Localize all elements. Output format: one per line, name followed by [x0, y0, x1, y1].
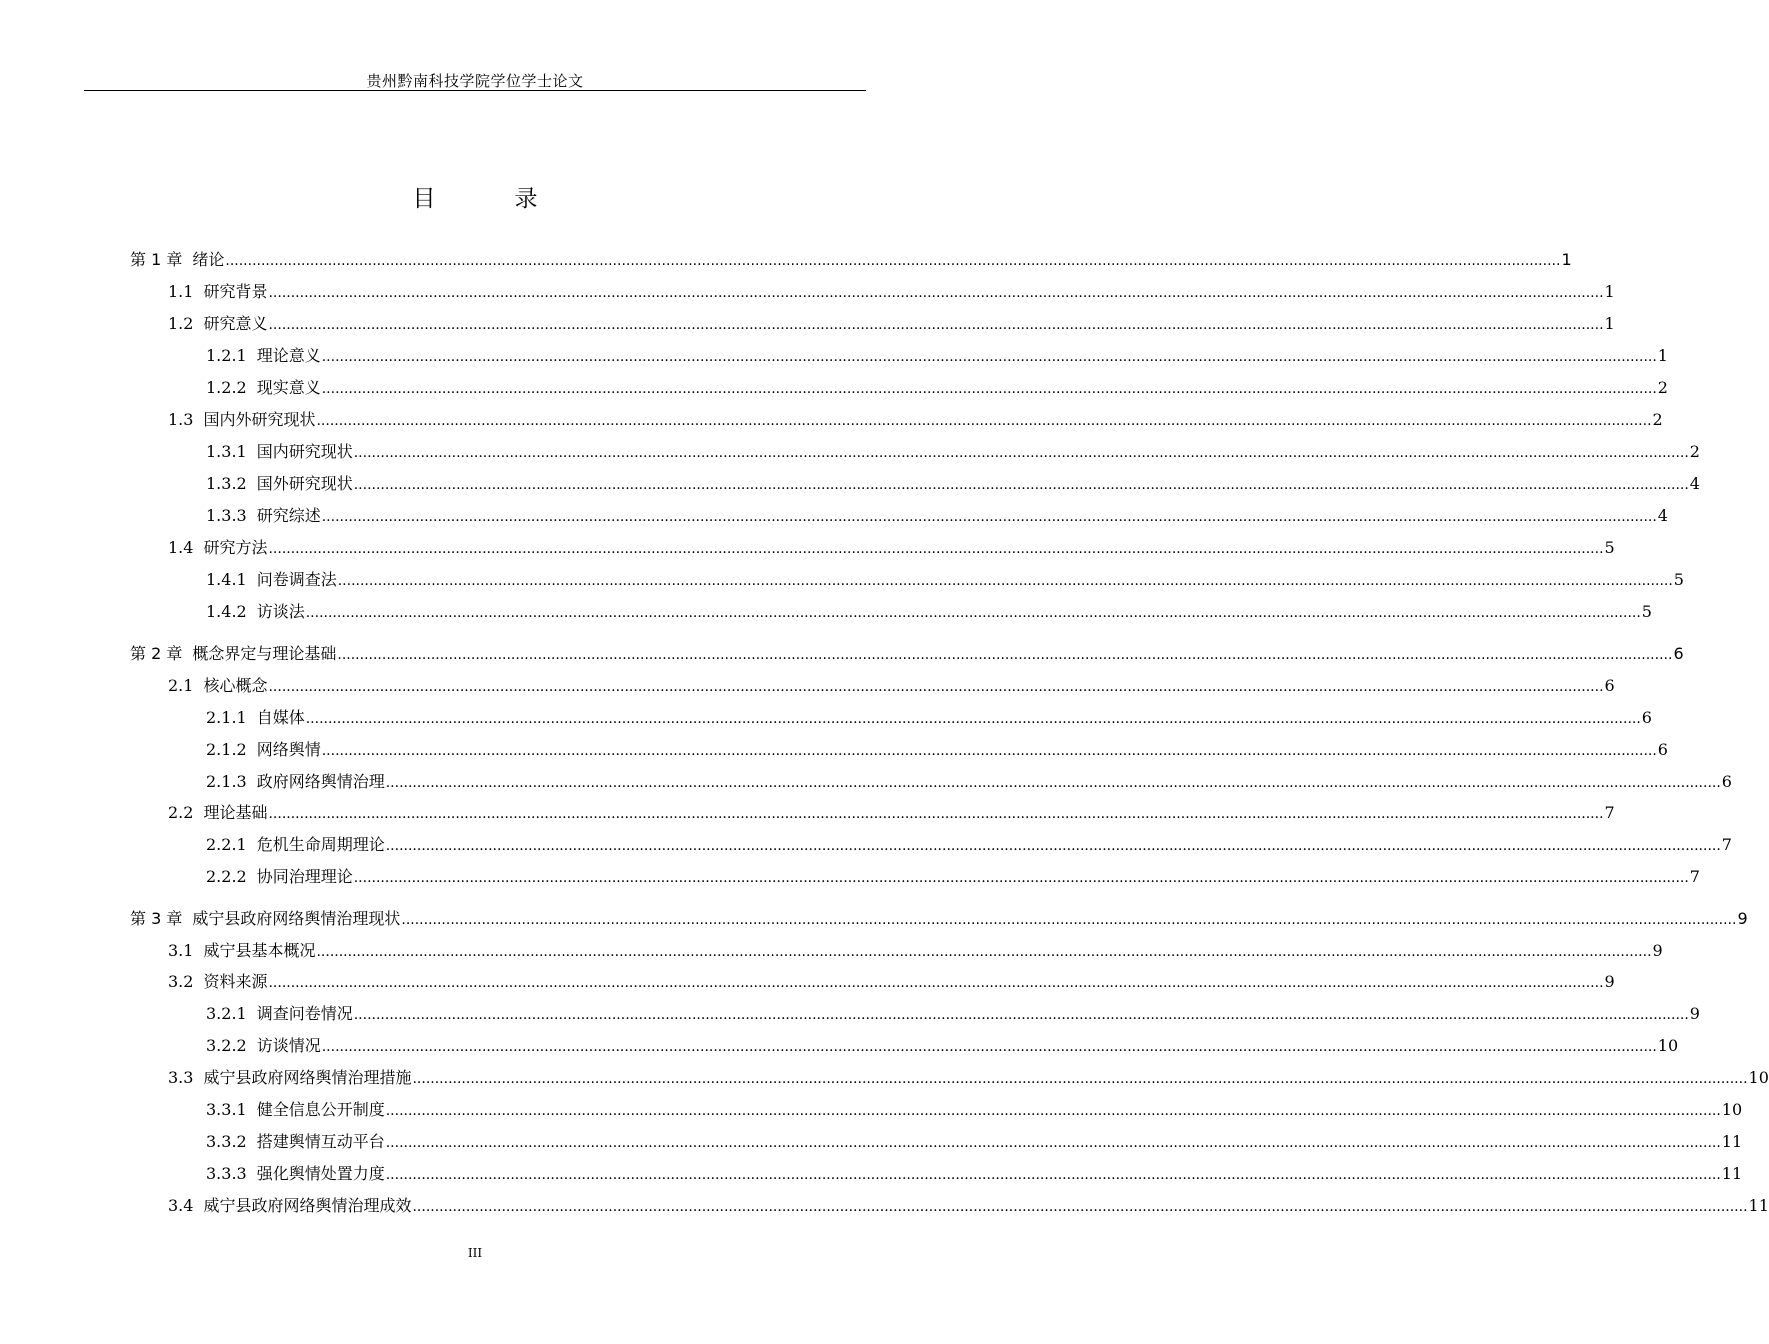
toc-page-number: 11 [1721, 1164, 1743, 1183]
page-number: III [467, 1246, 483, 1260]
toc-entry-1-4[interactable] [168, 534, 1615, 558]
toc-entry-2-2-1[interactable] [206, 831, 1732, 855]
toc-entry-1-2-1[interactable] [206, 342, 1668, 366]
toc-title: 国外研究现状 [256, 474, 353, 493]
toc-leader-dots: ............................................................................................................................................................................................................................................................................................................ [385, 1167, 1721, 1183]
toc-page-number: 4 [1657, 506, 1668, 525]
toc-leader-dots: ............................................................................................................................................................................................................................................................................................................ [353, 445, 1689, 461]
toc-leader-dots: ............................................................................................................................................................................................................................................................................................................ [305, 605, 1641, 621]
toc-entry-2-1-2[interactable] [206, 736, 1668, 760]
toc-page-number: 9 [1652, 941, 1663, 960]
toc-entry-1-2-2[interactable] [206, 374, 1668, 398]
toc-title: 威宁县政府网络舆情治理现状 [192, 909, 401, 928]
toc-leader-dots: ............................................................................................................................................................................................................................................................................................................ [412, 1199, 1748, 1215]
toc-entry-3-3[interactable] [168, 1064, 1769, 1088]
toc-page-number: 5 [1604, 538, 1615, 557]
toc-page-number: 7 [1721, 835, 1732, 854]
toc-entry-1-3-2[interactable] [206, 470, 1700, 494]
toc-leader-dots: ............................................................................................................................................................................................................................................................................................................ [321, 743, 1657, 759]
toc-leader-dots: ............................................................................................................................................................................................................................................................................................................ [268, 285, 1604, 301]
toc-number: 2.1.3 [206, 772, 247, 791]
toc-entry-3-3-2[interactable] [206, 1128, 1743, 1152]
toc-title: 访谈法 [256, 602, 305, 621]
toc-title: 现实意义 [256, 378, 321, 397]
toc-page-number: 2 [1652, 410, 1663, 429]
toc-page-number: 5 [1673, 570, 1684, 589]
toc-number: 第 2 章 [130, 644, 183, 663]
toc-number: 3.3.3 [206, 1164, 247, 1183]
toc-entry-1-4-2[interactable] [206, 598, 1652, 622]
toc-title: 国内研究现状 [256, 442, 353, 461]
toc-leader-dots: ............................................................................................................................................................................................................................................................................................................ [268, 806, 1604, 822]
toc-page-number: 7 [1604, 803, 1615, 822]
toc-leader-dots: ............................................................................................................................................................................................................................................................................................................ [316, 413, 1652, 429]
toc-entry-3-1[interactable] [168, 937, 1663, 961]
toc-page-number: 6 [1657, 740, 1668, 759]
toc-page-number: 10 [1657, 1036, 1679, 1055]
toc-number: 3.3.1 [206, 1100, 247, 1119]
toc-title: 研究综述 [256, 506, 321, 525]
toc-leader-dots: ............................................................................................................................................................................................................................................................................................................ [268, 541, 1604, 557]
toc-number: 2.1 [168, 676, 194, 695]
page-title: 目 录 [412, 186, 566, 212]
toc-leader-dots: ............................................................................................................................................................................................................................................................................................................ [268, 975, 1604, 991]
toc-number: 1.2 [168, 314, 194, 333]
toc-entry-1-4-1[interactable] [206, 566, 1684, 590]
toc-entry-1-3-3[interactable] [206, 502, 1668, 526]
toc-number: 2.1.2 [206, 740, 247, 759]
toc-leader-dots: ............................................................................................................................................................................................................................................................................................................ [353, 477, 1689, 493]
toc-number: 1.3 [168, 410, 194, 429]
toc-entry-3-3-1[interactable] [206, 1096, 1743, 1120]
toc-number: 1.1 [168, 282, 194, 301]
toc-leader-dots: ............................................................................................................................................................................................................................................................................................................ [385, 1135, 1721, 1151]
toc-leader-dots: ............................................................................................................................................................................................................................................................................................................ [337, 573, 1673, 589]
toc-entry-chapter-1[interactable] [130, 246, 1572, 270]
toc-page-number: 7 [1689, 867, 1700, 886]
toc-title: 研究方法 [203, 538, 268, 557]
toc-title: 研究背景 [203, 282, 268, 301]
toc-title: 绪论 [192, 250, 225, 269]
toc-number: 1.4.1 [206, 570, 247, 589]
toc-title: 协同治理理论 [256, 867, 353, 886]
toc-title: 研究意义 [203, 314, 268, 333]
toc-leader-dots: ............................................................................................................................................................................................................................................................................................................ [321, 1039, 1657, 1055]
toc-title: 威宁县政府网络舆情治理措施 [203, 1068, 412, 1087]
toc-number: 第 1 章 [130, 250, 183, 269]
toc-number: 1.3.1 [206, 442, 247, 461]
toc-page-number: 1 [1561, 250, 1572, 269]
toc-entry-2-1[interactable] [168, 672, 1615, 696]
toc-number: 2.1.1 [206, 708, 247, 727]
toc-leader-dots: ............................................................................................................................................................................................................................................................................................................ [401, 912, 1737, 928]
toc-leader-dots: ............................................................................................................................................................................................................................................................................................................ [353, 1007, 1689, 1023]
toc-page-number: 10 [1721, 1100, 1743, 1119]
toc-page-number: 6 [1721, 772, 1732, 791]
toc-leader-dots: ............................................................................................................................................................................................................................................................................................................ [305, 711, 1641, 727]
toc-number: 3.3 [168, 1068, 194, 1087]
toc-entry-1-1[interactable] [168, 278, 1615, 302]
toc-entry-3-2-1[interactable] [206, 1000, 1700, 1024]
toc-title: 政府网络舆情治理 [256, 772, 385, 791]
toc-number: 2.2.1 [206, 835, 247, 854]
toc-title: 调查问卷情况 [256, 1004, 353, 1023]
toc-title: 核心概念 [203, 676, 268, 695]
toc-leader-dots: ............................................................................................................................................................................................................................................................................................................ [268, 679, 1604, 695]
toc-entry-1-2[interactable] [168, 310, 1615, 334]
toc-leader-dots: ............................................................................................................................................................................................................................................................................................................ [385, 838, 1721, 854]
toc-entry-3-2-2[interactable] [206, 1032, 1679, 1056]
toc-page-number: 2 [1689, 442, 1700, 461]
toc-page-number: 1 [1657, 346, 1668, 365]
toc-leader-dots: ............................................................................................................................................................................................................................................................................................................ [385, 1103, 1721, 1119]
toc-number: 3.4 [168, 1196, 194, 1215]
toc-leader-dots: ............................................................................................................................................................................................................................................................................................................ [337, 647, 1673, 663]
toc-number: 3.2.2 [206, 1036, 247, 1055]
toc-page-number: 11 [1748, 1196, 1769, 1215]
toc-leader-dots: ............................................................................................................................................................................................................................................................................................................ [316, 944, 1652, 960]
toc-page-number: 6 [1641, 708, 1652, 727]
toc-title: 访谈情况 [256, 1036, 321, 1055]
toc-entry-chapter-2[interactable] [130, 640, 1684, 664]
toc-title: 国内外研究现状 [203, 410, 316, 429]
toc-number: 3.1 [168, 941, 194, 960]
toc-title: 自媒体 [256, 708, 305, 727]
toc-entry-1-3-1[interactable] [206, 438, 1700, 462]
toc-number: 3.3.2 [206, 1132, 247, 1151]
toc-entry-2-2-2[interactable] [206, 863, 1700, 887]
toc-title: 强化舆情处置力度 [256, 1164, 385, 1183]
toc-page-number: 5 [1641, 602, 1652, 621]
toc-leader-dots: ............................................................................................................................................................................................................................................................................................................ [353, 870, 1689, 886]
toc-entry-2-2[interactable] [168, 799, 1615, 823]
toc-entry-3-2[interactable] [168, 968, 1615, 992]
toc-entry-chapter-3[interactable] [130, 905, 1748, 929]
toc-title: 危机生命周期理论 [256, 835, 385, 854]
toc-number: 1.3.3 [206, 506, 247, 525]
toc-page-number: 2 [1657, 378, 1668, 397]
toc-entry-3-4[interactable] [168, 1192, 1769, 1216]
toc-number: 3.2.1 [206, 1004, 247, 1023]
toc-page-number: 6 [1604, 676, 1615, 695]
toc-page-number: 9 [1737, 909, 1748, 928]
toc-number: 2.2.2 [206, 867, 247, 886]
toc-entry-2-1-3[interactable] [206, 768, 1732, 792]
toc-number: 第 3 章 [130, 909, 183, 928]
toc-title: 健全信息公开制度 [256, 1100, 385, 1119]
toc-title: 搭建舆情互动平台 [256, 1132, 385, 1151]
toc-title: 威宁县政府网络舆情治理成效 [203, 1196, 412, 1215]
toc-title: 理论基础 [203, 803, 268, 822]
toc-number: 1.2.2 [206, 378, 247, 397]
toc-title: 威宁县基本概况 [203, 941, 316, 960]
toc-leader-dots: ............................................................................................................................................................................................................................................................................................................ [321, 349, 1657, 365]
toc-page-number: 6 [1673, 644, 1684, 663]
toc-page-number: 1 [1604, 314, 1615, 333]
toc-title: 网络舆情 [256, 740, 321, 759]
toc-page-number: 10 [1748, 1068, 1769, 1087]
toc-leader-dots: ............................................................................................................................................................................................................................................................................................................ [268, 317, 1604, 333]
toc-number: 1.4.2 [206, 602, 247, 621]
toc-page-number: 4 [1689, 474, 1700, 493]
toc-page-number: 11 [1721, 1132, 1743, 1151]
toc-leader-dots: ............................................................................................................................................................................................................................................................................................................ [385, 775, 1721, 791]
toc-leader-dots: ............................................................................................................................................................................................................................................................................................................ [321, 381, 1657, 397]
toc-number: 3.2 [168, 972, 194, 991]
toc-leader-dots: ............................................................................................................................................................................................................................................................................................................ [412, 1071, 1748, 1087]
toc-entry-3-3-3[interactable] [206, 1160, 1743, 1184]
toc-title: 概念界定与理论基础 [192, 644, 337, 663]
toc-page-number: 9 [1604, 972, 1615, 991]
toc-title: 问卷调查法 [256, 570, 337, 589]
toc-leader-dots: ............................................................................................................................................................................................................................................................................................................ [225, 253, 1561, 269]
toc-page-number: 1 [1604, 282, 1615, 301]
toc-number: 1.3.2 [206, 474, 247, 493]
toc-leader-dots: ............................................................................................................................................................................................................................................................................................................ [321, 509, 1657, 525]
toc-entry-1-3[interactable] [168, 406, 1663, 430]
toc-number: 1.2.1 [206, 346, 247, 365]
toc-number: 2.2 [168, 803, 194, 822]
toc-entry-2-1-1[interactable] [206, 704, 1652, 728]
toc-title: 资料来源 [203, 972, 268, 991]
running-header: 贵州黔南科技学院学位学士论文 [366, 72, 584, 90]
toc-title: 理论意义 [256, 346, 321, 365]
toc-page-number: 9 [1689, 1004, 1700, 1023]
toc-number: 1.4 [168, 538, 194, 557]
